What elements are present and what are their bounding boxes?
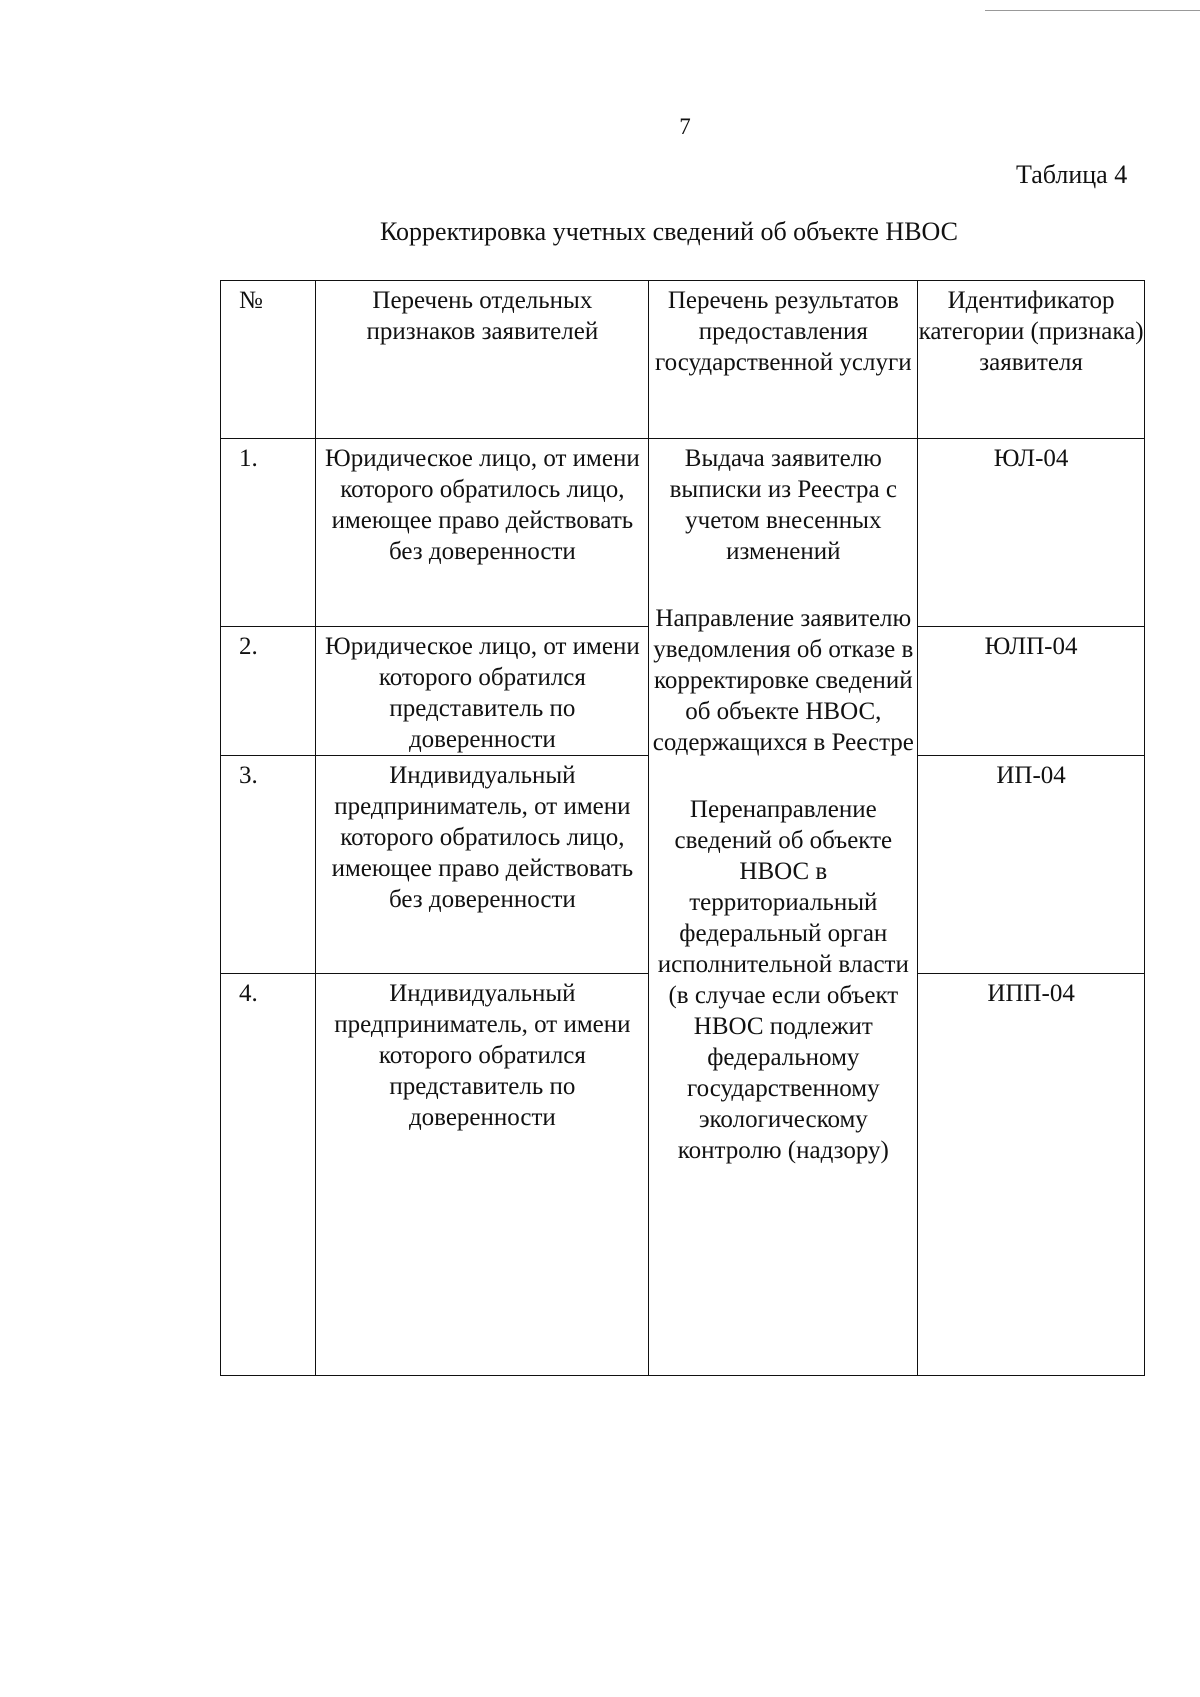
row-number-cell [221,756,316,974]
header-identifier: Идентификатор категории (признака) заявителя [918,287,1144,376]
row-number-cell [221,974,316,1376]
row-identifier-cell [918,439,1145,627]
result-item: Выдача заявителю выписки из Реестра с учетом внесенных изменений [669,445,898,565]
header-identifier-cell [918,281,1145,439]
row-number: 3. [239,762,258,789]
row-sign: Юридическое лицо, от имени которого обратился представитель по доверенности [325,633,640,753]
row-number: 4. [239,980,258,1007]
table-header-row [221,281,1145,439]
header-results-cell [649,281,918,439]
table-row [221,439,1145,627]
row-sign-cell [316,439,649,627]
row-identifier-cell [918,756,1145,974]
table-title: Корректировка учетных сведений об объекте НВОС [380,217,958,246]
page-number: 7 [679,114,691,139]
header-signs: Перечень отдельных признаков заявителей [366,287,599,345]
row-identifier-cell [918,974,1145,1376]
row-number-cell [221,627,316,756]
row-sign-cell [316,974,649,1376]
table-label: Таблица 4 [1016,160,1128,189]
row-sign: Юридическое лицо, от имени которого обратилось лицо, имеющее право действовать без доверенности [325,445,640,565]
header-number-cell [221,281,316,439]
row-number-cell [221,439,316,627]
row-number: 1. [239,445,258,472]
scan-edge-line [985,10,1200,11]
row-number: 2. [239,633,258,660]
results-merged-cell [649,439,918,1376]
header-signs-cell [316,281,649,439]
header-number: № [239,287,263,314]
header-results: Перечень результатов предоставления государственной услуги [654,287,912,376]
row-identifier: ИПП-04 [987,980,1075,1007]
row-identifier-cell [918,627,1145,756]
result-item: Направление заявителю уведомления об отказе в корректировке сведений об объекте НВОС, содержащихся в Реестре [652,605,914,756]
applicant-categories-table [220,280,1145,1376]
row-sign-cell [316,627,649,756]
row-sign: Индивидуальный предприниматель, от имени которого обратилось лицо, имеющее право действовать без доверенности [331,762,634,913]
row-identifier: ЮЛП-04 [984,633,1078,660]
row-sign: Индивидуальный предприниматель, от имени которого обратился представитель по доверенности [334,980,631,1131]
row-identifier: ИП-04 [996,762,1066,789]
row-sign-cell [316,756,649,974]
result-item: Перенаправление сведений об объекте НВОС в территориальный федеральный орган исполнительной власти (в случае если объект НВОС подлежит федеральному государственному экологическому контролю (надзору) [657,796,909,1164]
row-identifier: ЮЛ-04 [993,445,1069,472]
